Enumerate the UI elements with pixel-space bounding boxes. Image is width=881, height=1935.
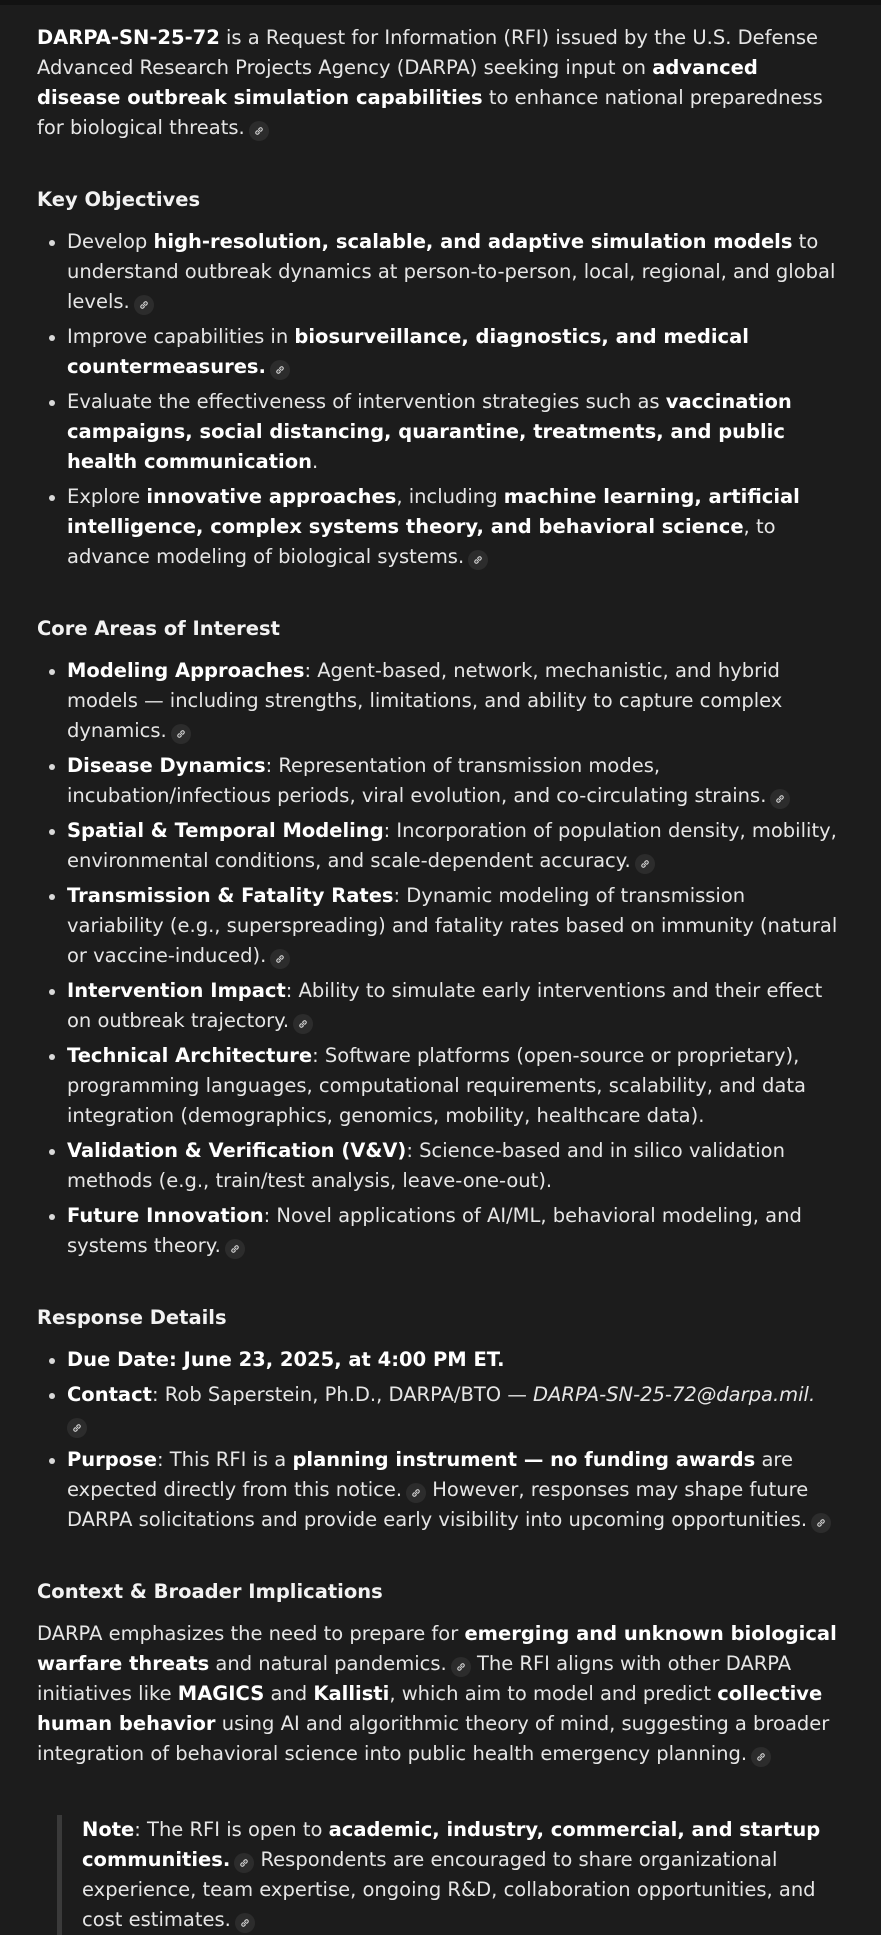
- citation-link-icon[interactable]: [67, 1418, 87, 1438]
- citation-link-icon[interactable]: [225, 1239, 245, 1259]
- list-item: Technical Architecture: Software platforms (open-source or proprietary), programming languages, computational requirements, scalability, and data integration (demographics, genomics, mobility, healthcare data).: [37, 1041, 841, 1131]
- note-text: Note: The RFI is open to academic, industry, commercial, and startup communities. Respondents are encouraged to share organizational experience, team expertise, ongoing R&D, collaboration opportunities, and cost estimates.: [82, 1818, 821, 1931]
- citation-link-icon[interactable]: [270, 360, 290, 380]
- response-details-heading: Response Details: [37, 1306, 227, 1329]
- citation-link-icon[interactable]: [451, 1657, 471, 1677]
- citation-link-icon[interactable]: [635, 854, 655, 874]
- list-item: Validation & Verification (V&V): Science-based and in silico validation methods (e.g., train/test analysis, leave-one-out).: [37, 1136, 841, 1196]
- citation-link-icon[interactable]: [468, 550, 488, 570]
- context-paragraph: DARPA emphasizes the need to prepare for emerging and unknown biological warfare threats and natural pandemics. The RFI aligns with other DARPA initiatives like MAGICS and Kallisti, which aim to model and predict collective human behavior using AI and algorithmic theory of mind, suggesting a broader integration of behavioral science into public health emergency planning.: [37, 1622, 837, 1765]
- citation-link-icon[interactable]: [293, 1014, 313, 1034]
- note-blockquote: [57, 1815, 827, 1935]
- citation-link-icon[interactable]: [406, 1483, 426, 1503]
- rfi-code: DARPA-SN-25-72: [37, 26, 220, 49]
- key-objectives-heading: Key Objectives: [37, 188, 201, 211]
- purpose-item: Purpose: This RFI is a planning instrument — no funding awards are expected directly from this notice. However, responses may shape future DARPA solicitations and provide early visibility into upcoming opportunities.: [37, 1445, 841, 1535]
- list-item: Explore innovative approaches, including machine learning, artificial intelligence, complex systems theory, and behavioral science, to advance modeling of biological systems.: [37, 482, 841, 572]
- list-item: Improve capabilities in biosurveillance, diagnostics, and medical countermeasures.: [37, 322, 841, 382]
- list-item: Future Innovation: Novel applications of AI/ML, behavioral modeling, and systems theory.: [37, 1201, 841, 1261]
- list-item: Intervention Impact: Ability to simulate early interventions and their effect on outbreak trajectory.: [37, 976, 841, 1036]
- citation-link-icon[interactable]: [751, 1747, 771, 1767]
- core-areas-list: [37, 656, 841, 1261]
- context-heading: Context & Broader Implications: [37, 1580, 383, 1603]
- key-objectives-list: [37, 227, 841, 572]
- citation-link-icon[interactable]: [234, 1853, 254, 1873]
- citation-link-icon[interactable]: [811, 1513, 831, 1533]
- citation-link-icon[interactable]: [235, 1913, 255, 1933]
- answer-content: [0, 5, 881, 1935]
- list-item: Develop high-resolution, scalable, and adaptive simulation models to understand outbreak dynamics at person-to-person, local, regional, and global levels.: [37, 227, 841, 317]
- citation-link-icon[interactable]: [134, 295, 154, 315]
- citation-link-icon[interactable]: [770, 789, 790, 809]
- list-item: Evaluate the effectiveness of intervention strategies such as vaccination campaigns, social distancing, quarantine, treatments, and public health communication.: [37, 387, 841, 477]
- contact-item: Contact: Rob Saperstein, Ph.D., DARPA/BTO — DARPA-SN-25-72@darpa.mil.: [37, 1380, 841, 1440]
- response-details-list: [37, 1345, 841, 1535]
- due-date-item: Due Date: June 23, 2025, at 4:00 PM ET.: [37, 1345, 841, 1375]
- citation-link-icon[interactable]: [270, 949, 290, 969]
- core-areas-heading: Core Areas of Interest: [37, 617, 280, 640]
- list-item: Disease Dynamics: Representation of transmission modes, incubation/infectious periods, viral evolution, and co-circulating strains.: [37, 751, 841, 811]
- citation-link-icon[interactable]: [171, 724, 191, 744]
- list-item: Modeling Approaches: Agent-based, network, mechanistic, and hybrid models — including strengths, limitations, and ability to capture complex dynamics.: [37, 656, 841, 746]
- citation-link-icon[interactable]: [249, 121, 269, 141]
- list-item: Spatial & Temporal Modeling: Incorporation of population density, mobility, environmental conditions, and scale-dependent accuracy.: [37, 816, 841, 876]
- list-item: Transmission & Fatality Rates: Dynamic modeling of transmission variability (e.g., superspreading) and fatality rates based on immunity (natural or vaccine-induced).: [37, 881, 841, 971]
- contact-email[interactable]: DARPA-SN-25-72@darpa.mil.: [533, 1383, 816, 1406]
- intro-paragraph: DARPA-SN-25-72 is a Request for Information (RFI) issued by the U.S. Defense Advanced Research Projects Agency (DARPA) seeking input on advanced disease outbreak simulation capabilities to enhance national preparedness for biological threats.: [37, 26, 823, 139]
